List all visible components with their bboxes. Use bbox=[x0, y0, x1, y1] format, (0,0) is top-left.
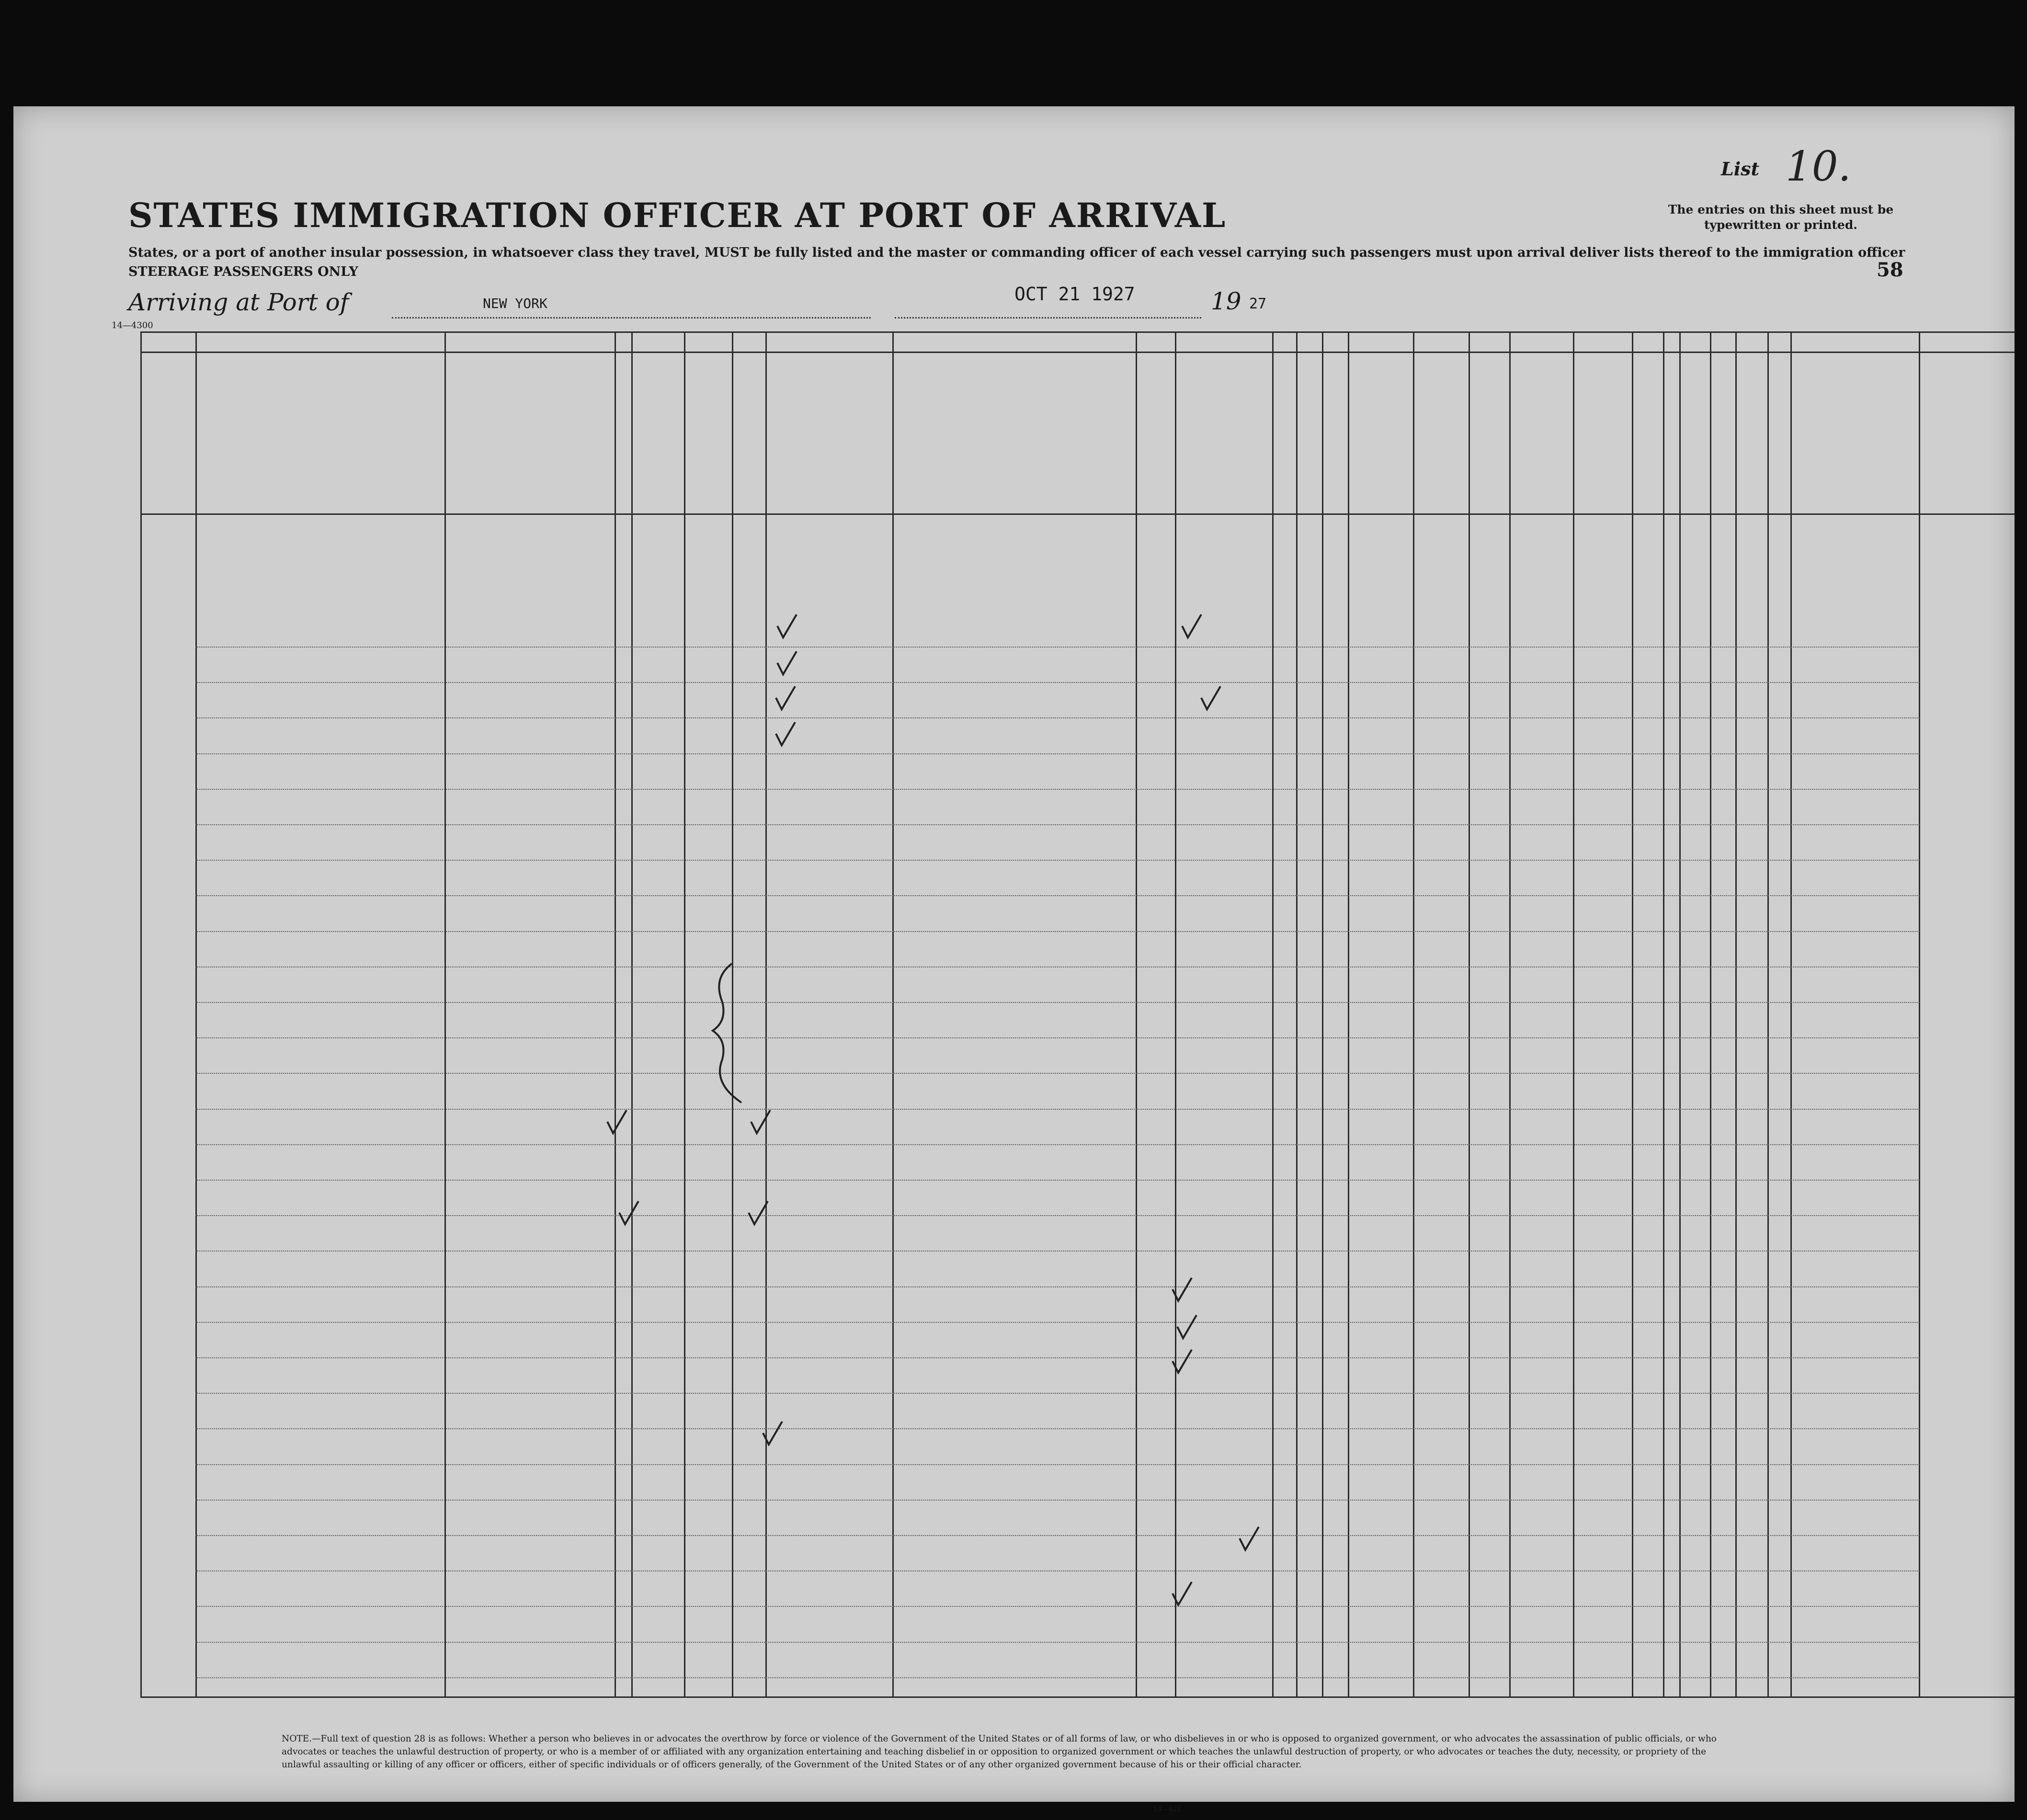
checkmark bbox=[751, 1110, 770, 1133]
date-stamp: OCT 21 1927 bbox=[1014, 284, 1135, 305]
arriving-label: Arriving at Port of bbox=[128, 288, 349, 316]
checkmark bbox=[777, 614, 797, 637]
year-suffix: 27 bbox=[1249, 296, 1267, 312]
year-prefix: 19 bbox=[1211, 287, 1241, 315]
checkmark bbox=[763, 1422, 782, 1445]
checkmark bbox=[1173, 1278, 1192, 1301]
list-label: List bbox=[1721, 158, 1760, 180]
list-number: 10. bbox=[1786, 143, 1851, 191]
checkmark bbox=[1173, 1350, 1192, 1373]
checkmark bbox=[749, 1201, 768, 1224]
checkmark bbox=[1201, 686, 1220, 709]
handwritten-brace bbox=[713, 964, 741, 1103]
checkmark bbox=[1240, 1527, 1259, 1550]
checkmark bbox=[607, 1110, 626, 1133]
checkmark bbox=[619, 1201, 638, 1224]
entries-note: The entries on this sheet must be typewritten or printed. bbox=[1668, 203, 1894, 232]
steerage-label: STEERAGE PASSENGERS ONLY bbox=[128, 264, 358, 279]
subtitle: States, or a port of another insular possession, in whatsoever class they travel, MUST be fully listed and the master or commanding officer of each vessel carrying such passengers must upon arrival deliver lists thereof to the immigration officer bbox=[128, 245, 1905, 260]
checkmark bbox=[1173, 1582, 1192, 1605]
manifest-sheet bbox=[13, 106, 2015, 1813]
checkmark bbox=[776, 686, 795, 709]
port-value: NEW YORK bbox=[483, 296, 547, 311]
checkmark bbox=[776, 722, 795, 745]
checkmark bbox=[1182, 614, 1201, 637]
handwritten-checkmarks bbox=[13, 106, 2015, 1802]
page-title: STATES IMMIGRATION OFFICER AT PORT OF ARRIVAL bbox=[128, 195, 1227, 235]
form-code-top: 14—4300 bbox=[112, 320, 153, 330]
form-code-bottom: 14—421 bbox=[1153, 1806, 1182, 1813]
footnote-question-28: NOTE.—Full text of question 28 is as follows: Whether a person who believes in or advocates the overthrow by force or violence of the Government of the United States or of all forms of law, or who disbelieves in or who is opposed to organized government, or who advocates the assassination of public officials, or who advocates or teaches the unlawful destruction of property, or who is a member of or affiliated with any organization entertaining and teaching disbelief in or opposition to organized government or which teaches the unlawful destruction of property, or who advocates or teaches the duty, necessity, or propriety of the unlawful assaulting or killing of any officer or officers, either of specific individuals or of officers generally, of the Government of the United States or of any other organized government because of his or their official character. bbox=[282, 1734, 1717, 1770]
checkmark bbox=[1177, 1315, 1196, 1338]
page-number: 58 bbox=[1877, 259, 1903, 281]
checkmark bbox=[777, 651, 797, 674]
